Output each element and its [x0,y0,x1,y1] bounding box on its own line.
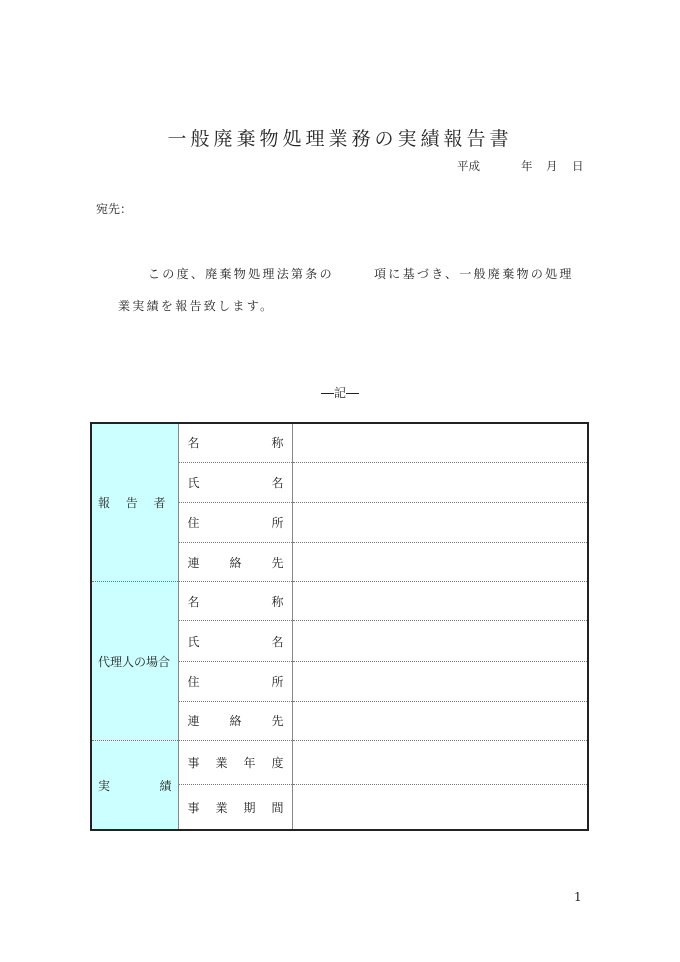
body-text-line2: 業実績を報告致します。 [118,299,275,313]
label-address [178,661,292,701]
proxy-name-input[interactable] [292,582,588,621]
label-contact [178,543,292,582]
ki-heading [0,384,680,401]
proxy-address-input[interactable] [292,661,588,701]
reporter-address-input[interactable] [292,502,588,542]
label-char: 所 [271,674,284,689]
ki-dash-left [321,393,334,394]
table-row [91,423,588,462]
body-text-line1b: 項に基づき、一般廃棄物の処理 [374,267,574,281]
label-char: 名 [271,634,284,649]
label-char: 絡 [229,714,242,729]
label-name [178,423,292,462]
label-char: 先 [271,555,284,570]
label-address [178,502,292,542]
reporter-group-cell [91,423,178,582]
ki-text: 記 [333,386,346,400]
reporter-name-input[interactable] [292,423,588,462]
date-month: 月 [546,159,558,173]
label-char: 称 [271,436,284,451]
date-day: 日 [572,159,584,173]
proxy-label: 代理人の場合 [98,654,171,669]
label-person [178,621,292,661]
results-group-cell [91,741,178,831]
label-char: 期 [243,800,256,815]
label-char: 先 [271,714,284,729]
label-char: 事 [187,800,200,815]
label-contact [178,701,292,740]
label-char: 住 [187,515,200,530]
document-title: 一般廃棄物処理業務の実績報告書 [167,128,513,150]
label-char: 絡 [229,555,242,570]
reporter-char: 報 [98,496,111,511]
label-char: 業 [215,800,228,815]
label-char: 事 [187,756,200,771]
table-row [91,741,588,785]
addressee-label: 宛先： [96,202,133,216]
label-name [178,582,292,621]
fiscal-year-input[interactable] [292,741,588,785]
reporter-contact-input[interactable] [292,543,588,582]
label-char: 住 [187,674,200,689]
proxy-group-cell [91,582,178,741]
label-char: 称 [271,594,284,609]
proxy-contact-input[interactable] [292,701,588,740]
label-char: 名 [187,594,200,609]
label-person [178,462,292,502]
results-char: 績 [159,778,172,793]
label-char: 業 [215,756,228,771]
reporter-char: 者 [153,496,166,511]
proxy-person-input[interactable] [292,621,588,661]
label-char: 連 [187,555,200,570]
period-input[interactable] [292,785,588,830]
label-char: 名 [187,436,200,451]
reporter-char: 告 [125,496,138,511]
reporter-person-input[interactable] [292,462,588,502]
results-char: 実 [98,778,111,793]
report-table [90,422,589,831]
date-era: 平成 [457,159,480,173]
label-char: 氏 [187,634,200,649]
label-period [178,785,292,830]
label-fiscal-year [178,741,292,785]
body-text-line1a: この度、廃棄物処理法第条の [148,267,334,281]
label-char: 連 [187,714,200,729]
ki-dash-right [346,393,359,394]
label-char: 度 [271,756,284,771]
label-char: 間 [271,800,284,815]
label-char: 所 [271,515,284,530]
label-char: 氏 [187,475,200,490]
label-char: 年 [243,756,256,771]
page-number: 1 [574,890,582,904]
date-year: 年 [521,159,533,173]
label-char: 名 [271,475,284,490]
table-row [91,582,588,621]
